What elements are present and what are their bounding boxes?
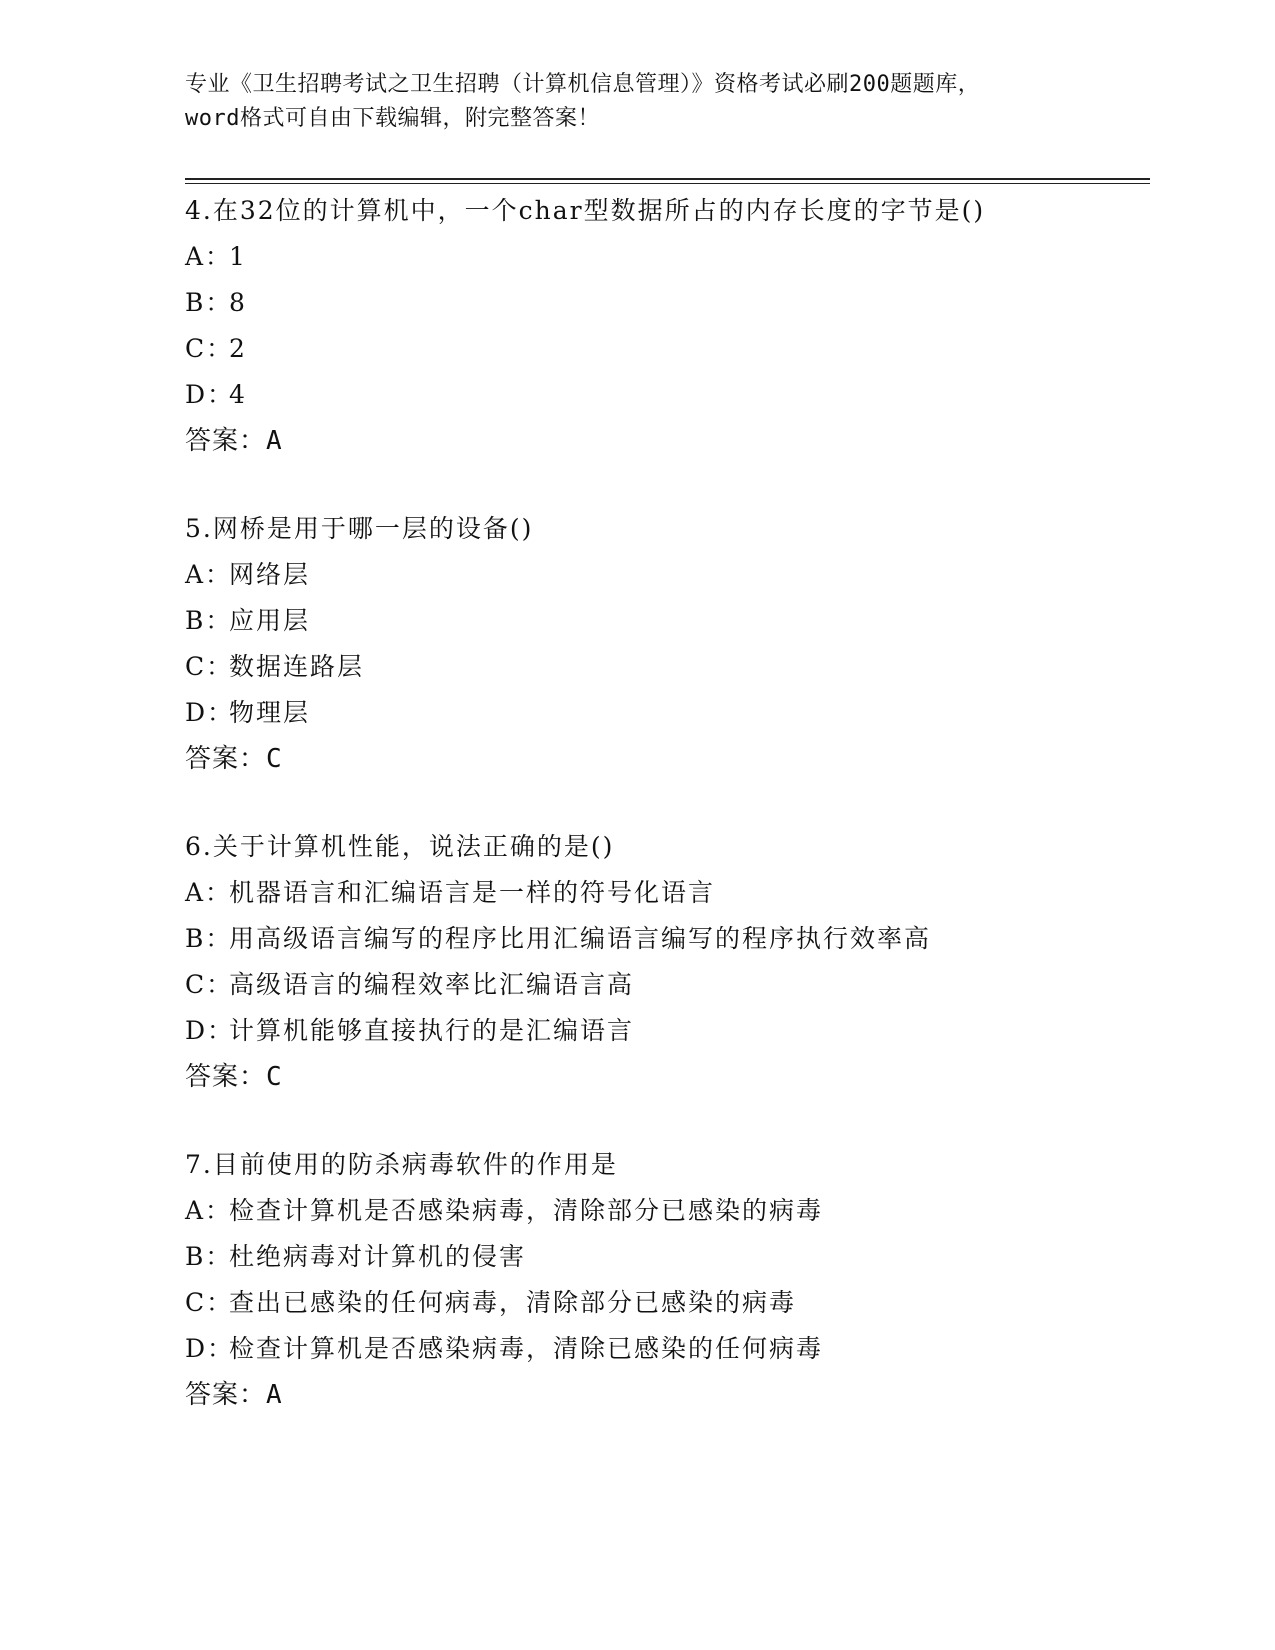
option-key: C： bbox=[185, 970, 234, 999]
header-divider-thin bbox=[185, 183, 1150, 184]
option-key: B： bbox=[185, 1242, 233, 1271]
option-key: A： bbox=[185, 878, 233, 907]
question-title: 4.在32位的计算机中，一个char型数据所占的内存长度的字节是() bbox=[185, 196, 986, 225]
option-text: 8 bbox=[229, 288, 247, 317]
option-text: 计算机能够直接执行的是汇编语言 bbox=[229, 1016, 635, 1045]
header-divider-thick bbox=[185, 178, 1150, 180]
option-key: D： bbox=[185, 1016, 235, 1045]
question-4 bbox=[185, 188, 1145, 464]
option-b bbox=[185, 280, 1145, 326]
option-key: B： bbox=[185, 288, 233, 317]
document-header bbox=[185, 68, 1065, 136]
option-key: C： bbox=[185, 652, 234, 681]
option-b bbox=[185, 1234, 1145, 1280]
option-text: 检查计算机是否感染病毒，清除已感染的任何病毒 bbox=[229, 1334, 824, 1363]
question-title: 5.网桥是用于哪一层的设备() bbox=[185, 514, 534, 543]
option-c bbox=[185, 326, 1145, 372]
option-text: 网络层 bbox=[229, 560, 311, 589]
option-key: D： bbox=[185, 1334, 235, 1363]
option-c bbox=[185, 644, 1145, 690]
header-line-2: word格式可自由下载编辑，附完整答案！ bbox=[185, 106, 600, 131]
option-a bbox=[185, 1188, 1145, 1234]
option-key: A： bbox=[185, 242, 233, 271]
option-text: 应用层 bbox=[229, 606, 311, 635]
option-key: A： bbox=[185, 560, 233, 589]
option-key: C： bbox=[185, 1288, 234, 1317]
question-6 bbox=[185, 824, 1145, 1100]
option-d bbox=[185, 1008, 1145, 1054]
header-line-1: 专业《卫生招聘考试之卫生招聘（计算机信息管理）》资格考试必刷200题题库， bbox=[185, 72, 981, 97]
option-a bbox=[185, 234, 1145, 280]
option-c bbox=[185, 1280, 1145, 1326]
option-d bbox=[185, 372, 1145, 418]
option-text: 4 bbox=[229, 380, 247, 409]
option-b bbox=[185, 598, 1145, 644]
option-a bbox=[185, 552, 1145, 598]
option-d bbox=[185, 690, 1145, 736]
option-key: B： bbox=[185, 924, 233, 953]
option-text: 查出已感染的任何病毒，清除部分已感染的病毒 bbox=[229, 1288, 797, 1317]
question-7 bbox=[185, 1142, 1145, 1418]
option-key: A： bbox=[185, 1196, 233, 1225]
question-title: 6.关于计算机性能，说法正确的是() bbox=[185, 832, 615, 861]
option-text: 用高级语言编写的程序比用汇编语言编写的程序执行效率高 bbox=[229, 924, 932, 953]
option-text: 机器语言和汇编语言是一样的符号化语言 bbox=[229, 878, 716, 907]
question-list bbox=[185, 188, 1145, 1460]
option-b bbox=[185, 916, 1145, 962]
option-a bbox=[185, 870, 1145, 916]
option-text: 高级语言的编程效率比汇编语言高 bbox=[229, 970, 635, 999]
option-text: 物理层 bbox=[229, 698, 311, 727]
option-key: D： bbox=[185, 380, 235, 409]
answer: 答案：A bbox=[185, 426, 283, 456]
option-d bbox=[185, 1326, 1145, 1372]
option-text: 1 bbox=[229, 242, 247, 271]
option-text: 2 bbox=[229, 334, 247, 363]
answer: 答案：C bbox=[185, 744, 283, 774]
answer: 答案：C bbox=[185, 1062, 283, 1092]
option-c bbox=[185, 962, 1145, 1008]
option-text: 杜绝病毒对计算机的侵害 bbox=[229, 1242, 527, 1271]
option-text: 检查计算机是否感染病毒，清除部分已感染的病毒 bbox=[229, 1196, 824, 1225]
question-5 bbox=[185, 506, 1145, 782]
option-text: 数据连路层 bbox=[229, 652, 365, 681]
question-title: 7.目前使用的防杀病毒软件的作用是 bbox=[185, 1150, 618, 1179]
option-key: B： bbox=[185, 606, 233, 635]
option-key: C： bbox=[185, 334, 234, 363]
answer: 答案：A bbox=[185, 1380, 283, 1410]
option-key: D： bbox=[185, 698, 235, 727]
